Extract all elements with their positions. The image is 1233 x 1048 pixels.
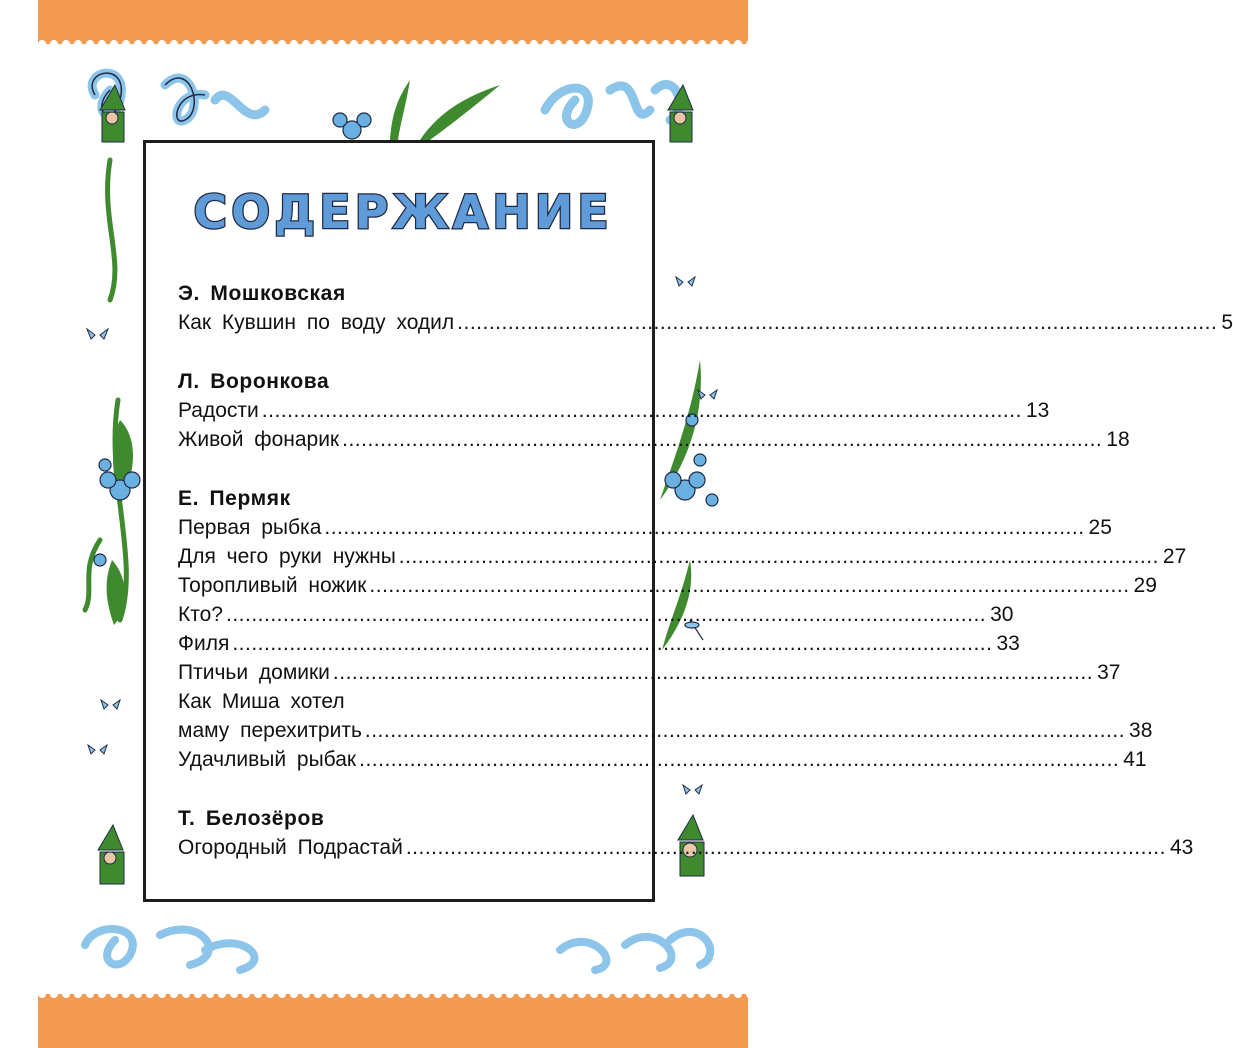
calligraphic-flourish-bottom-left [85,929,254,970]
left-vine-icon [85,160,126,620]
entry-page-number: 25 [1088,516,1112,539]
entry-title: Как Миша хотел [178,690,345,713]
entry-page-number: 27 [1162,545,1187,568]
calligraphic-flourish-top-right [545,84,679,124]
toc-entry[interactable] [178,513,1112,542]
entry-page-number: 18 [1106,428,1130,451]
toc-entry[interactable] [178,833,1194,862]
entry-leader-dots: ........................................................................................................................ [324,516,1085,539]
entry-page-number: 41 [1123,748,1147,771]
entry-leader-dots: ........................................................................................................................ [364,719,1126,742]
entry-title: Удачливый рыбак [178,748,357,771]
toc-entry[interactable] [178,658,1121,687]
section-author: Т. Белозёров [178,807,325,830]
entry-title: Радости [178,399,259,422]
entry-page-number: 43 [1169,836,1194,859]
entry-title: Торопливый ножик [178,574,367,597]
contents-panel [143,140,1233,902]
entry-title: Филя [178,632,230,655]
entry-page-number: 30 [990,603,1014,626]
contents-title-text: СОДЕРЖАНИЕ [193,185,613,239]
entry-title: маму перехитрить [178,719,362,742]
entry-page-number: 5 [1221,311,1233,334]
entry-title: Первая рыбка [178,516,322,539]
entry-title: Кто? [178,603,223,626]
toc-entry[interactable] [178,600,1014,629]
entry-title: Птичьи домики [178,661,330,684]
entry-page-number: 29 [1133,574,1157,597]
entry-page-number: 13 [1025,399,1050,422]
section-author: Э. Мошковская [178,282,346,305]
entry-title: Для чего руки нужны [178,545,396,568]
entry-title: Как Кувшин по воду ходил [178,311,455,334]
toc-entry[interactable] [178,542,1187,571]
entry-leader-dots: ........................................................................................................................ [342,428,1103,451]
entry-leader-dots: ........................................................................................................................ [225,603,987,626]
toc-entry[interactable] [178,396,1050,425]
entry-leader-dots: ........................................................................................................................ [457,311,1218,334]
entry-page-number: 38 [1129,719,1153,742]
toc-entry[interactable] [178,629,1020,658]
entry-page-number: 33 [996,632,1020,655]
entry-leader-dots: ........................................................................................................................ [359,748,1120,771]
toc-entry[interactable] [178,716,1153,745]
entry-leader-dots: ........................................................................................................................ [405,836,1166,859]
section-author: Е. Пермяк [178,487,291,510]
entry-leader-dots: ........................................................................................................................ [369,574,1130,597]
entry-leader-dots: ........................................................................................................................ [261,399,1022,422]
entry-leader-dots: ........................................................................................................................ [332,661,1094,684]
entry-leader-dots: ........................................................................................................................ [232,632,993,655]
entry-title: Живой фонарик [178,428,340,451]
calligraphic-flourish-bottom-right [560,932,710,970]
entry-page-number: 37 [1097,661,1121,684]
toc-entry[interactable] [178,308,1233,337]
table-of-contents [178,279,1233,862]
section-author: Л. Воронкова [178,370,330,393]
contents-title [188,178,618,246]
top-grass-icon [390,80,500,140]
toc-entry[interactable] [178,425,1130,454]
toc-entry[interactable] [178,745,1147,774]
entry-title: Огородный Подрастай [178,836,403,859]
entry-leader-dots: ........................................................................................................................ [398,545,1159,568]
toc-entry-title-line-1[interactable] [178,687,618,716]
toc-entry[interactable] [178,571,1157,600]
